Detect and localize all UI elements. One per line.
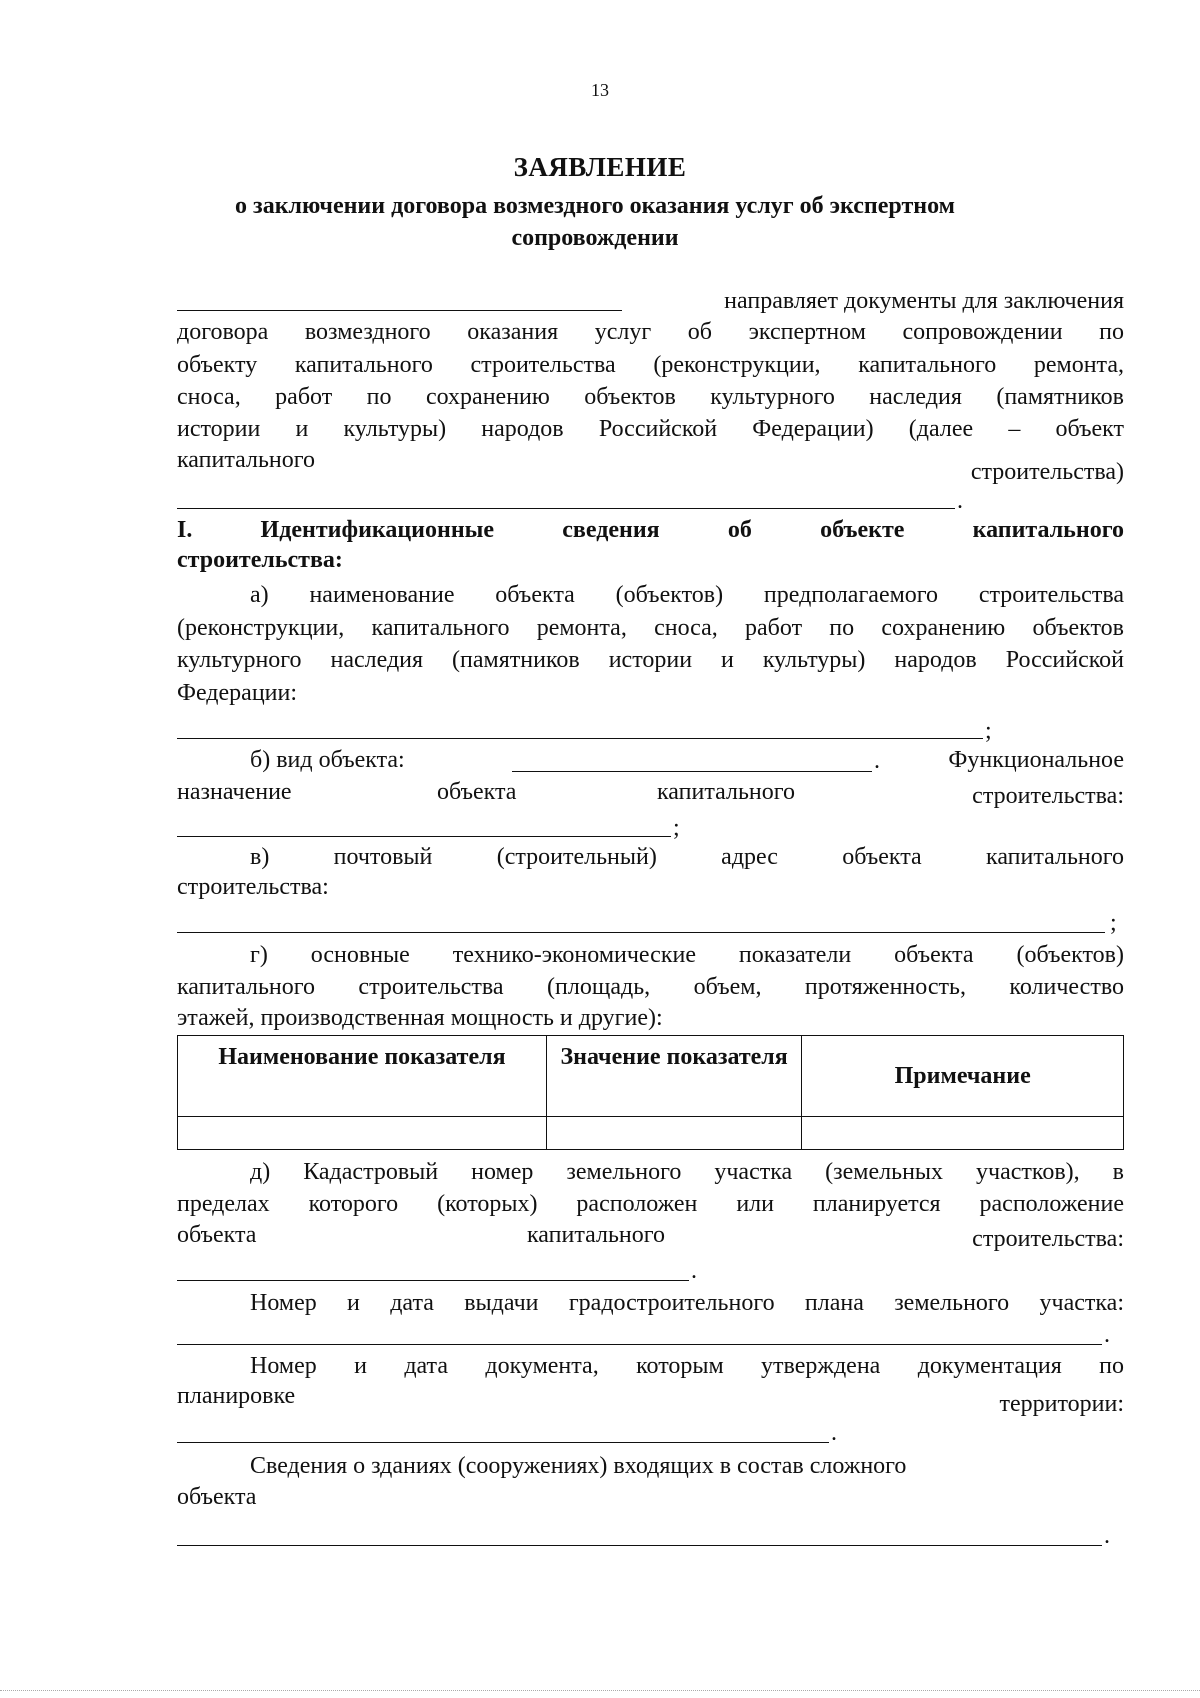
gpzu-blank[interactable] [177, 1344, 1102, 1345]
table-header-name: Наименование показателя [178, 1036, 547, 1117]
d-line-1: д) Кадастровый номер земельного участка (земельных участков), в [250, 1159, 1124, 1185]
planning-line2a: планировке [177, 1383, 296, 1409]
dot-buildings: . [1104, 1523, 1110, 1549]
table-cell-empty[interactable] [178, 1117, 547, 1150]
d-line3b: капитального [527, 1222, 665, 1248]
document-subtitle: о заключении договора возмездного оказания услуг об экспертном сопровождении [235, 193, 955, 251]
dot-1: . [957, 488, 963, 514]
section-heading-line-1: I. Идентификационные сведения об объекте капитального [177, 517, 1124, 543]
semi-b: ; [673, 815, 680, 841]
dot-d: . [691, 1258, 697, 1284]
page-number: 13 [591, 80, 609, 100]
semi-v: ; [1110, 910, 1117, 936]
v-line-2: строительства: [177, 874, 329, 900]
g-line-2: капитального строительства (площадь, объем, протяженность, количество [177, 974, 1124, 1000]
b-line2a: назначение [177, 779, 292, 805]
intro-line-2: договора возмездного оказания услуг об экспертном сопровождении по [177, 319, 1124, 345]
v-address-blank[interactable] [177, 932, 1105, 933]
planning-line-1: Номер и дата документа, которым утверждена документация по [250, 1353, 1124, 1379]
v-line-1: в) почтовый (строительный) адрес объекта капитального [250, 844, 1124, 870]
b-line2b: объекта [437, 779, 517, 805]
object-name-blank[interactable] [177, 508, 955, 509]
table-cell-empty[interactable] [802, 1117, 1124, 1150]
intro-line-3: объекту капитального строительства (реконструкции, капитального ремонта, [177, 352, 1124, 378]
buildings-line-2: объекта [177, 1484, 257, 1510]
table-cell-empty[interactable] [546, 1117, 801, 1150]
intro-line-6a: капитального [177, 447, 315, 473]
document-title: ЗАЯВЛЕНИЕ [513, 152, 687, 182]
intro-line-6b: строительства) [970, 459, 1124, 485]
a-line-3: культурного наследия (памятников истории и культуры) народов Российской [177, 647, 1124, 673]
a-line-1: а) наименование объекта (объектов) предполагаемого строительства [250, 582, 1124, 608]
intro-line-4: сноса, работ по сохранению объектов культурного наследия (памятников [177, 384, 1124, 410]
d-line3a: объекта [177, 1222, 257, 1248]
cadastral-blank[interactable] [177, 1280, 689, 1281]
b-label: б) вид объекта: [250, 747, 405, 773]
intro-line-5: истории и культуры) народов Российской Федерации) (далее – объект [177, 416, 1124, 442]
dot-b: . [874, 748, 880, 774]
d-line3c: строительства: [972, 1226, 1124, 1252]
a-line-2: (реконструкции, капитального ремонта, сноса, работ по сохранению объектов [177, 615, 1124, 641]
buildings-blank[interactable] [177, 1545, 1102, 1546]
section-heading-line-2: строительства: [177, 547, 343, 573]
planning-line2b: территории: [999, 1391, 1124, 1417]
a-blank[interactable] [177, 738, 983, 739]
dot-planning: . [831, 1420, 837, 1446]
table-header-value: Значение показателя [546, 1036, 801, 1117]
planning-blank[interactable] [177, 1442, 829, 1443]
semi-a: ; [985, 718, 992, 744]
d-line-2: пределах которого (которых) расположен или планируется расположение [177, 1191, 1124, 1217]
g-line-1: г) основные технико-экономические показатели объекта (объектов) [250, 942, 1124, 968]
b-line2c: капитального [657, 779, 795, 805]
dot-gpzu: . [1104, 1322, 1110, 1348]
b-purpose-blank[interactable] [177, 836, 671, 837]
gpzu-line: Номер и дата выдачи градостроительного плана земельного участка: [250, 1290, 1124, 1316]
g-line-3: этажей, производственная мощность и другие): [177, 1005, 663, 1031]
buildings-line-1: Сведения о зданиях (сооружениях) входящих в состав сложного [250, 1453, 907, 1479]
table-header-note: Примечание [802, 1036, 1124, 1117]
b-line2d: строительства: [972, 783, 1124, 809]
b-func-label: Функциональное [948, 747, 1124, 773]
a-line-4: Федерации: [177, 680, 298, 706]
intro-line-1: направляет документы для заключения [724, 288, 1124, 314]
scan-edge [0, 1690, 1200, 1691]
indicators-table [177, 1035, 1124, 1150]
